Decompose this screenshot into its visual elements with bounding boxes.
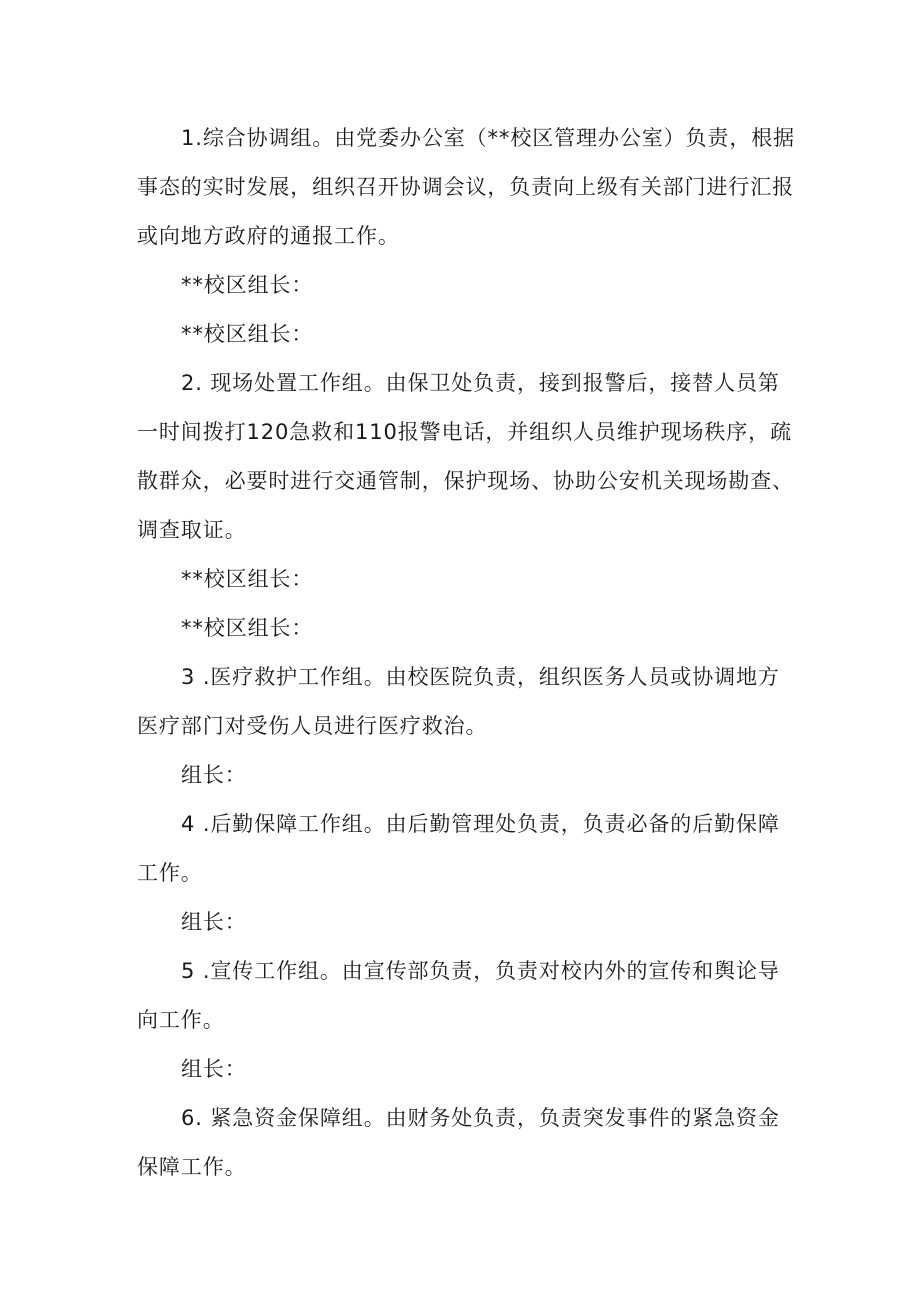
section-3-medical-rescue: 3 .医疗救护工作组。由校医院负责，组织医务人员或协调地方医疗部门对受伤人员进行医疗救治。 (137, 665, 780, 738)
section-4-logistics: 4 .后勤保障工作组。由后勤管理处负责，负责必备的后勤保障工作。 (137, 812, 780, 885)
campus-leader-line: **校区组长： (181, 273, 314, 297)
campus-leader-line: **校区组长： (181, 567, 314, 591)
section-1-coordination: 1.综合协调组。由党委办公室（**校区管理办公室）负责，根据事态的实时发展，组织召开协调会议，负责向上级有关部门进行汇报或向地方政府的通报工作。 (137, 126, 796, 248)
leader-line: 组长： (181, 763, 247, 787)
section-6-emergency-funds: 6. 紧急资金保障组。由财务处负责，负责突发事件的紧急资金保障工作。 (137, 1106, 780, 1179)
leader-line: 组长： (181, 910, 247, 934)
section-2-onsite-response: 2. 现场处置工作组。由保卫处负责，接到报警后，接替人员第一时间拨打120急救和110报警电话，并组织人员维护现场秩序，疏散群众，必要时进行交通管制，保护现场、协助公安机关现场勘查、调查取证。 (137, 371, 794, 542)
campus-leader-line: **校区组长： (181, 616, 314, 640)
section-5-publicity: 5 .宣传工作组。由宣传部负责，负责对校内外的宣传和舆论导向工作。 (137, 959, 780, 1032)
document-body (137, 114, 797, 1192)
leader-line: 组长： (181, 1057, 247, 1081)
campus-leader-line: **校区组长： (181, 322, 314, 346)
